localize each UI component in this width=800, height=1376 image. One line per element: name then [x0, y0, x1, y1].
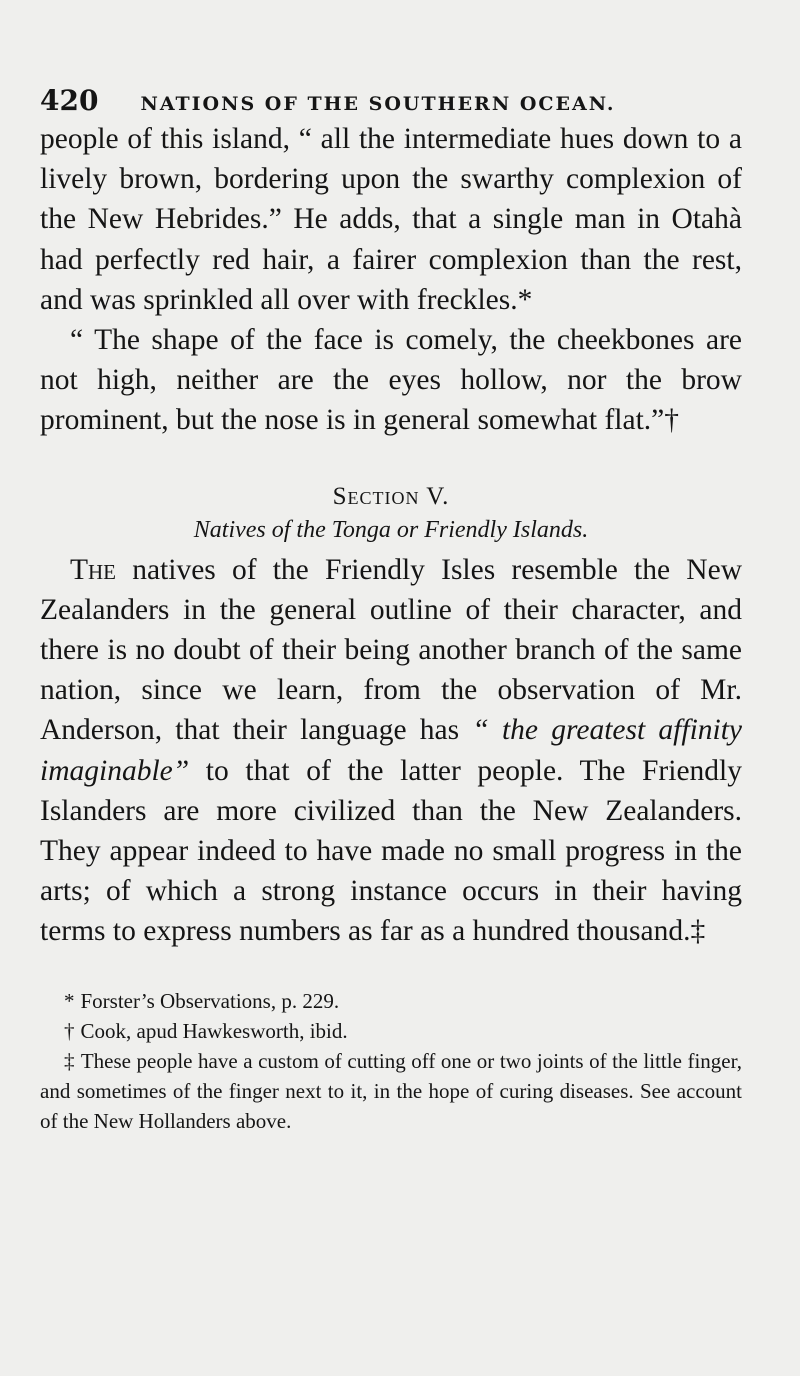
footnote	[40, 1016, 742, 1046]
section-subtitle: Natives of the Tonga or Friendly Islands.	[193, 516, 589, 543]
paragraph-continued: people of this island, “ all the intermediate hues down to a lively brown, bordering upon the swarthy complexion of the New Hebrides.” He adds, that a single man in Otahà had perfectly red hair, a fairer complexion than the rest, and was sprinkled all over with freckles.*	[40, 123, 742, 316]
running-header	[40, 84, 742, 117]
footnote-text: Cook, apud Hawkesworth, ibid.	[80, 1018, 348, 1043]
footnote	[40, 986, 742, 1016]
footnotes	[40, 986, 742, 1136]
paragraph-friendly-isles	[40, 550, 742, 952]
footnote-text: Forster’s Observations, p. 229.	[80, 988, 340, 1013]
paragraph-text-part1: natives of the Friendly Isles resemble the New Zealanders in the general outline of their character, and there is no doubt of their being another branch of the same nation, since we learn, from the observation of Mr. Anderson, that their language has	[40, 553, 742, 747]
footnote-mark: †	[64, 1018, 75, 1043]
page-number: 420	[40, 84, 99, 117]
section-heading: Section V.	[332, 482, 450, 510]
footnote-mark: ‡	[64, 1048, 75, 1073]
paragraph-text-part2: to that of the latter people. The Friendly Islanders are more civilized than the New Zealanders. They appear indeed to have made no small progress in the arts; of which a strong instance occurs in their having terms to express numbers as far as a hundred thousand.‡	[40, 754, 742, 948]
paragraph-italic-quote: “ the greatest affinity imaginable”	[40, 714, 743, 787]
footnote	[40, 1046, 742, 1136]
footnote-mark: *	[64, 988, 75, 1013]
footnote-text: These people have a custom of cutting off one or two joints of the little finger, and sometimes of the finger next to it, in the hope of curing diseases. See account of the New Hollanders above.	[40, 1048, 742, 1133]
paragraph-face-shape: “ The shape of the face is comely, the cheekbones are not high, neither are the eyes hollow, nor the brow prominent, but the nose is in general somewhat flat.”†	[40, 324, 742, 437]
running-title: NATIONS OF THE SOUTHERN OCEAN.	[140, 93, 616, 115]
paragraph-lead-word: The	[70, 553, 117, 586]
